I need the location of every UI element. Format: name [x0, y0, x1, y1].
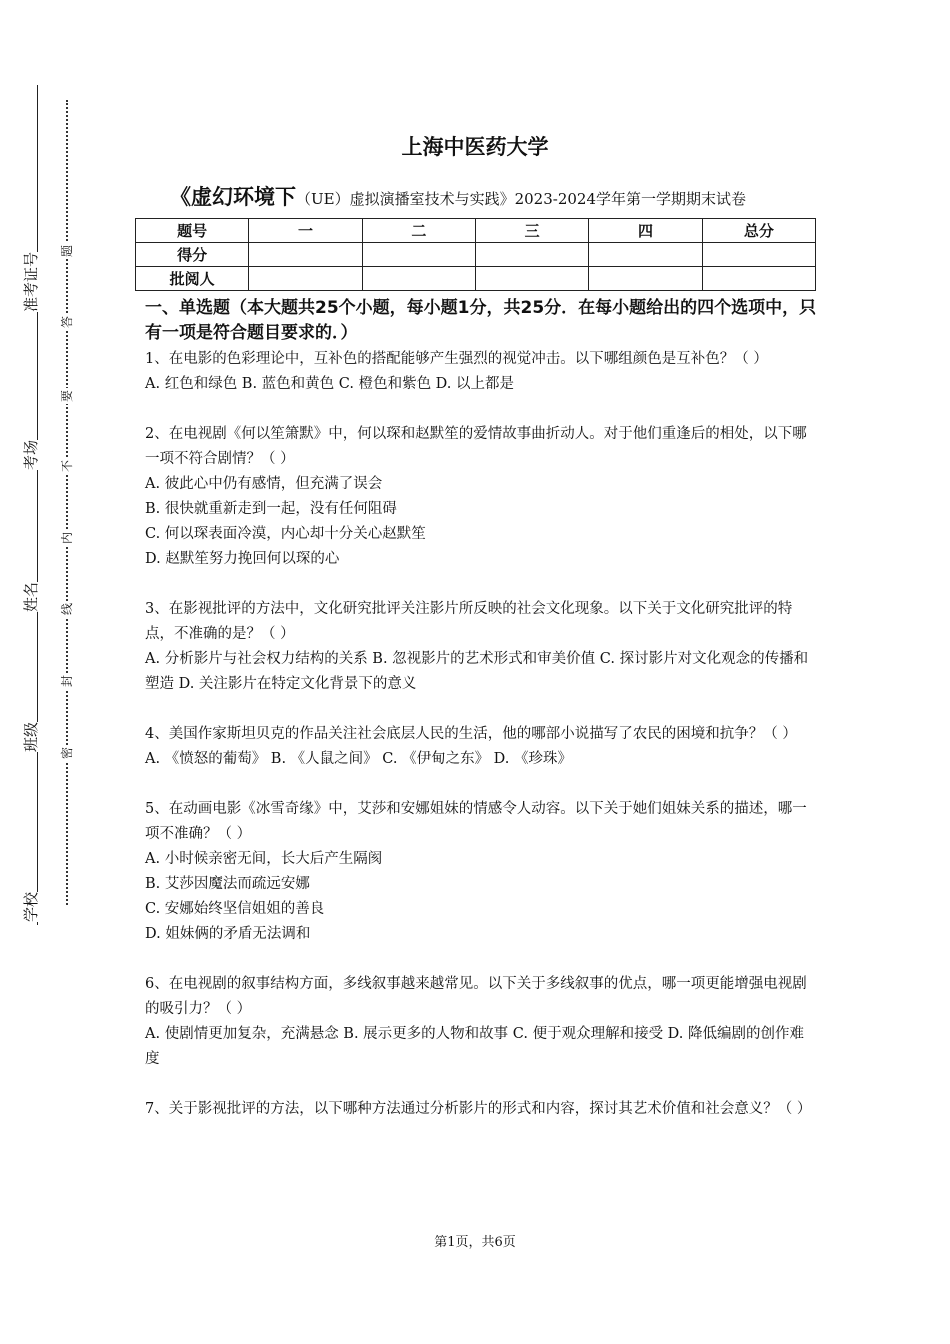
question-7 — [145, 1097, 817, 1122]
exam-title — [170, 181, 746, 211]
question-stem: 4、美国作家斯坦贝克的作品关注社会底层人民的生活，他的哪部小说描写了农民的困境和抗争？（ ） — [145, 726, 797, 742]
question-option: A. 小时候亲密无间，长大后产生隔阂 — [145, 851, 383, 867]
seal-char: 线 — [60, 603, 74, 616]
score-cell[interactable] — [362, 243, 475, 267]
seal-dotted-line — [66, 100, 68, 905]
question-stem: 6、在电视剧的叙事结构方面，多线叙事越来越常见。以下关于多线叙事的优点，哪一项更能增强电视剧的吸引力？（ ） — [145, 976, 807, 1017]
seal-char: 题 — [60, 245, 74, 258]
question-option: A. 分析影片与社会权力结构的关系 B. 忽视影片的艺术形式和审美价值 C. 探讨影片对文化观念的传播和塑造 D. 关注影片在特定文化背景下的意义 — [145, 651, 809, 692]
question-stem: 3、在影视批评的方法中，文化研究批评关注影片所反映的社会文化现象。以下关于文化研究批评的特点，不准确的是？（ ） — [145, 601, 793, 642]
question-option: A. 红色和绿色 B. 蓝色和黄色 C. 橙色和紫色 D. 以上都是 — [145, 376, 515, 392]
reviewer-cell[interactable] — [589, 267, 702, 291]
score-row — [136, 243, 816, 267]
field-school-label: 学校 — [22, 891, 40, 922]
score-cell[interactable] — [702, 243, 815, 267]
reviewer-row-label: 批阅人 — [136, 267, 249, 291]
question-option: A. 《愤怒的葡萄》 B. 《人鼠之间》 C. 《伊甸之东》 D. 《珍珠》 — [145, 751, 573, 767]
question-stem: 2、在电视剧《何以笙箫默》中，何以琛和赵默笙的爱情故事曲折动人。对于他们重逢后的相处，以下哪一项不符合剧情？（ ） — [145, 426, 807, 467]
seal-char: 答 — [60, 316, 74, 329]
question-option: C. 何以琛表面冷漠，内心却十分关心赵默笙 — [145, 526, 426, 542]
score-cell[interactable] — [589, 243, 702, 267]
field-exam-id-label: 准考证号 — [22, 251, 40, 312]
reviewer-cell[interactable] — [249, 267, 362, 291]
score-table-header: 二 — [362, 219, 475, 243]
field-class-label: 班级 — [22, 721, 40, 752]
reviewer-cell[interactable] — [702, 267, 815, 291]
question-option: C. 安娜始终坚信姐姐的善良 — [145, 901, 325, 917]
question-option: B. 很快就重新走到一起，没有任何阻碍 — [145, 501, 397, 517]
section-heading: 一、单选题（本大题共25个小题，每小题1分，共25分．在每小题给出的四个选项中，只有一项是符合题目要求的．） — [145, 298, 817, 343]
question-3 — [145, 597, 817, 697]
score-table — [135, 218, 816, 291]
question-option: A. 使剧情更加复杂，充满悬念 B. 展示更多的人物和故事 C. 便于观众理解和接受 D. 降低编剧的创作难度 — [145, 1026, 805, 1067]
exam-title-rest: （UE）虚拟演播室技术与实践》2023-2024学年第一学期期末试卷 — [296, 190, 747, 208]
seal-char: 密 — [60, 747, 74, 760]
score-table-header: 三 — [475, 219, 588, 243]
question-option: D. 赵默笙努力挽回何以琛的心 — [145, 551, 340, 567]
seal-char: 不 — [60, 460, 74, 473]
question-stem: 1、在电影的色彩理论中，互补色的搭配能够产生强烈的视觉冲击。以下哪组颜色是互补色？（ ） — [145, 351, 768, 367]
score-row-label: 得分 — [136, 243, 249, 267]
field-name-label: 姓名 — [22, 581, 40, 612]
question-list — [145, 347, 817, 1147]
question-2 — [145, 422, 817, 572]
reviewer-cell[interactable] — [362, 267, 475, 291]
binding-line — [37, 85, 38, 925]
seal-char: 要 — [60, 390, 74, 403]
score-table-header: 总分 — [702, 219, 815, 243]
exam-title-bold: 《虚幻环境下 — [170, 185, 296, 209]
field-exam-room-label: 考场 — [22, 439, 40, 470]
score-table-header: 一 — [249, 219, 362, 243]
seal-char: 封 — [60, 675, 74, 688]
question-6 — [145, 972, 817, 1072]
question-stem: 5、在动画电影《冰雪奇缘》中，艾莎和安娜姐妹的情感令人动容。以下关于她们姐妹关系的描述，哪一项不准确？（ ） — [145, 801, 807, 842]
reviewer-row — [136, 267, 816, 291]
question-4 — [145, 722, 817, 772]
question-5 — [145, 797, 817, 947]
question-stem: 7、关于影视批评的方法，以下哪种方法通过分析影片的形式和内容，探讨其艺术价值和社会意义？（ ） — [145, 1101, 812, 1117]
question-option: A. 彼此心中仍有感情，但充满了误会 — [145, 476, 383, 492]
score-table-header: 四 — [589, 219, 702, 243]
university-title: 上海中医药大学 — [401, 135, 549, 159]
score-cell[interactable] — [249, 243, 362, 267]
score-table-header-row — [136, 219, 816, 243]
question-option: D. 姐妹俩的矛盾无法调和 — [145, 926, 311, 942]
reviewer-cell[interactable] — [475, 267, 588, 291]
seal-char: 内 — [60, 532, 74, 545]
question-option: B. 艾莎因魔法而疏远安娜 — [145, 876, 310, 892]
page-number: 第1页，共6页 — [434, 1235, 516, 1250]
score-cell[interactable] — [475, 243, 588, 267]
question-1 — [145, 347, 817, 397]
score-table-header: 题号 — [136, 219, 249, 243]
